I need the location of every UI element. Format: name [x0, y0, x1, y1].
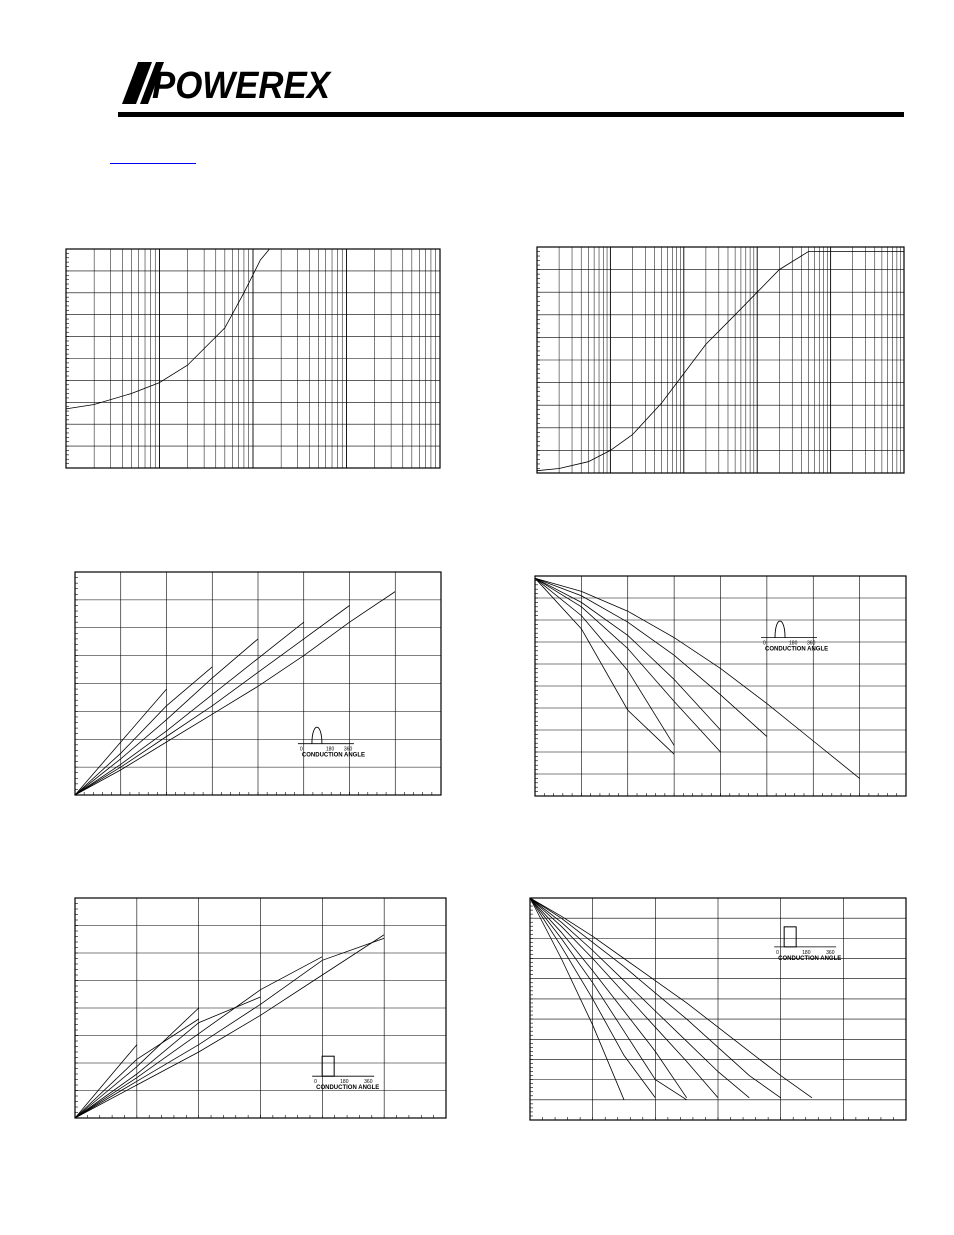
logo-text: POWEREX: [152, 65, 332, 106]
insert-tick-b: 180: [802, 949, 811, 956]
chart-case-temperature-square: [530, 898, 906, 1120]
insert-tick-c: 360: [826, 949, 835, 956]
conduction-angle-label: CONDUCTION ANGLE: [301, 752, 366, 759]
insert-tick-c: 360: [364, 1079, 373, 1086]
insert-tick-b: 180: [325, 746, 335, 753]
series-line-7: [75, 1045, 137, 1118]
conduction-angle-insert: [761, 621, 828, 653]
sine-pulse-icon: [775, 621, 785, 638]
series-line-4: [530, 898, 718, 1098]
conduction-angle-label: CONDUCTION ANGLE: [765, 646, 829, 653]
insert-tick-b: 180: [340, 1079, 349, 1086]
series-line-5: [75, 667, 212, 795]
series-line-3: [75, 622, 304, 795]
series-line-1: [535, 578, 860, 778]
insert-tick-a: 0: [776, 949, 779, 956]
conduction-angle-insert: [312, 1056, 379, 1091]
series-line-5: [535, 578, 674, 745]
powerex-logo: [122, 60, 332, 106]
conduction-angle-label: CONDUCTION ANGLE: [778, 955, 842, 962]
grid: [530, 898, 906, 1120]
square-pulse-icon: [322, 1056, 334, 1076]
header-link-underline[interactable]: [110, 163, 196, 164]
insert-tick-a: 0: [314, 1079, 317, 1086]
chart-transient-thermal-impedance-right: [537, 247, 904, 473]
series-line-6: [535, 578, 674, 754]
chart-power-dissipation-square: [75, 898, 446, 1118]
insert-tick-b: 180: [789, 640, 798, 647]
series-line-1: [537, 252, 904, 471]
grid: [66, 249, 440, 468]
series-line-1: [530, 898, 812, 1098]
series-line-1: [66, 249, 270, 409]
insert-tick-c: 360: [807, 640, 816, 647]
insert-tick-a: 0: [299, 746, 303, 753]
chart-transient-thermal-impedance-left: [66, 249, 440, 468]
insert-tick-a: 0: [763, 640, 766, 647]
conduction-angle-insert: [774, 927, 841, 962]
header-rule: [118, 112, 904, 117]
insert-tick-c: 360: [343, 746, 353, 753]
sine-pulse-icon: [312, 727, 322, 744]
grid: [75, 572, 441, 795]
series-line-1: [75, 592, 395, 796]
chart-case-temperature-sine: [535, 576, 906, 796]
square-pulse-icon: [784, 927, 796, 947]
chart-power-dissipation-sine: [75, 572, 441, 795]
grid: [537, 247, 904, 473]
conduction-angle-label: CONDUCTION ANGLE: [316, 1085, 380, 1092]
conduction-angle-insert: [298, 727, 365, 759]
